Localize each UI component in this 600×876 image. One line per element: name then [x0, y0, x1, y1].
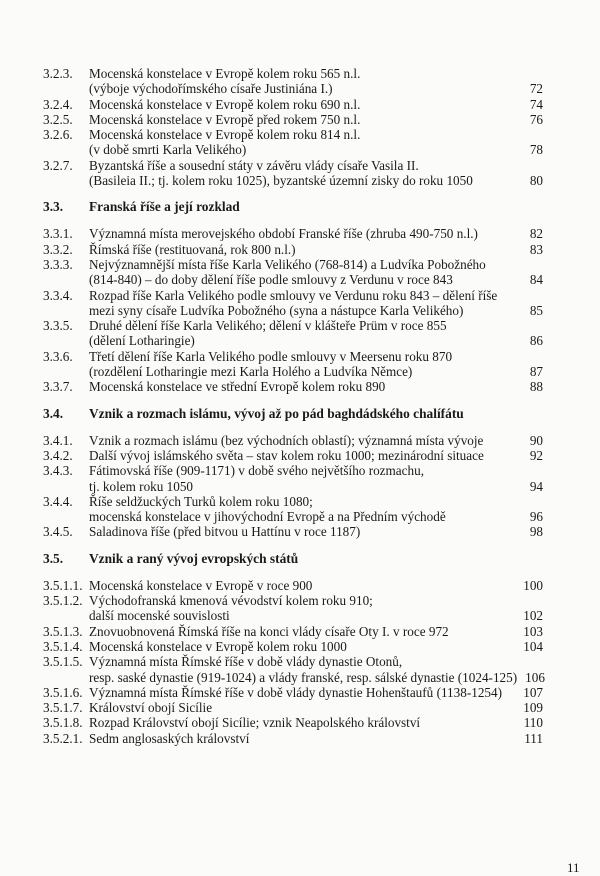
entry-number: 3.3.7. [43, 379, 73, 395]
entry-page-number: 74 [529, 96, 543, 112]
entry-title-line: Východofranská kmenová vévodství kolem roku 910; [89, 593, 373, 609]
entry-title-line: Saladinova říše (před bitvou u Hattínu v roce 1187) [89, 524, 361, 540]
section-title: Vznik a raný vývoj evropských států [89, 550, 299, 566]
section-heading [43, 551, 543, 567]
entry-title-line: Mocenská konstelace ve střední Evropě kolem roku 890 [89, 379, 386, 395]
toc-entry[interactable] [43, 524, 543, 539]
entry-page-number: 104 [523, 638, 543, 654]
toc-entry[interactable] [43, 318, 543, 349]
entry-number: 3.4.5. [43, 524, 73, 540]
entry-page-number: 83 [529, 241, 543, 257]
entry-title-line: mezi syny císaře Ludvíka Pobožného (syna a nástupce Karla Velikého) [89, 302, 464, 318]
entry-page-number: 102 [523, 608, 543, 624]
toc-entry[interactable] [43, 242, 543, 257]
entry-title-line: (814-840) – do doby dělení říše podle smlouvy z Verdunu v roce 843 [89, 272, 453, 288]
entry-page-number: 84 [529, 272, 543, 288]
entry-title-line: Vznik a rozmach islámu (bez východních oblastí); významná místa vývoje [89, 432, 484, 448]
toc-entry[interactable] [43, 112, 543, 127]
entry-number: 3.2.6. [43, 127, 73, 143]
entry-title-line: mocenská konstelace v jihovýchodní Evropě a na Předním východě [89, 509, 446, 525]
toc-entry[interactable] [43, 685, 543, 700]
entry-number: 3.3.1. [43, 226, 73, 242]
entry-number: 3.5.1.1. [43, 577, 83, 593]
entry-title-line: tj. kolem roku 1050 [89, 478, 194, 494]
entry-number: 3.5.1.6. [43, 684, 83, 700]
entry-title-line: Mocenská konstelace v Evropě kolem roku 690 n.l. [89, 96, 361, 112]
entry-number: 3.5.1.5. [43, 654, 83, 670]
toc-entry[interactable] [43, 463, 543, 494]
entry-title-line: Další vývoj islámského světa – stav kolem roku 1000; mezinárodní situace [89, 447, 484, 463]
entry-page-number: 109 [523, 700, 543, 716]
entry-title-line: (výboje východořímského císaře Justiniána I.) [89, 81, 333, 97]
toc-entry[interactable] [43, 494, 543, 525]
entry-title-line: Rozpad říše Karla Velikého podle smlouvy ve Verdunu roku 843 – dělení říše [89, 287, 498, 303]
entry-number: 3.2.4. [43, 96, 73, 112]
entry-page-number: 85 [529, 302, 543, 318]
entry-title-line: Římská říše (restituovaná, rok 800 n.l.) [89, 241, 296, 257]
entry-page-number: 87 [529, 364, 543, 380]
entry-page-number: 78 [529, 142, 543, 158]
entry-page-number: 94 [529, 478, 543, 494]
entry-page-number: 100 [523, 577, 543, 593]
entry-title-line: Významná místa Římské říše v době vlády dynastie Hohenštaufů (1138-1254) [89, 684, 502, 700]
entry-page-number: 72 [529, 81, 543, 97]
entry-number: 3.2.7. [43, 157, 73, 173]
toc-entry[interactable] [43, 700, 543, 715]
toc-entry[interactable] [43, 731, 543, 746]
section-number: 3.3. [43, 199, 64, 215]
toc-entry[interactable] [43, 593, 543, 624]
toc-entry[interactable] [43, 66, 543, 97]
entry-page-number: 80 [529, 173, 543, 189]
entry-title-line: Sedm anglosaských království [89, 730, 250, 746]
entry-page-number: 111 [524, 730, 543, 746]
toc-entry[interactable] [43, 127, 543, 158]
entry-number: 3.4.2. [43, 447, 73, 463]
entry-page-number: 86 [529, 333, 543, 349]
entry-title-line: Mocenská konstelace v Evropě kolem roku 1000 [89, 638, 347, 654]
entry-title-line: Znovuobnovená Římská říše na konci vlády císaře Oty I. v roce 972 [89, 623, 449, 639]
entry-number: 3.5.1.2. [43, 593, 83, 609]
entry-number: 3.3.4. [43, 287, 73, 303]
entry-number: 3.5.2.1. [43, 730, 83, 746]
toc-entry[interactable] [43, 257, 543, 288]
section-title: Vznik a rozmach islámu, vývoj až po pád baghdádského chalífátu [89, 405, 464, 421]
toc-entry[interactable] [43, 639, 543, 654]
entry-title-line: Mocenská konstelace v Evropě před rokem 750 n.l. [89, 111, 361, 127]
entry-page-number: 107 [523, 684, 543, 700]
section-heading [43, 406, 543, 422]
toc-entry[interactable] [43, 97, 543, 112]
entry-title-line: Království obojí Sicílie [89, 700, 213, 716]
entry-title-line: Druhé dělení říše Karla Velikého; dělení v klášteře Prüm v roce 855 [89, 318, 447, 334]
toc-entry[interactable] [43, 158, 543, 189]
entry-page-number: 88 [529, 379, 543, 395]
entry-number: 3.3.2. [43, 241, 73, 257]
section-title: Franská říše a její rozklad [89, 199, 240, 215]
entry-title-line: (v době smrti Karla Velikého) [89, 142, 247, 158]
entry-number: 3.5.1.8. [43, 715, 83, 731]
entry-title-line: Fátimovská říše (909-1171) v době svého největšího rozmachu, [89, 463, 424, 479]
entry-title-line: Mocenská konstelace v Evropě kolem roku 814 n.l. [89, 127, 361, 143]
entry-number: 3.4.3. [43, 463, 73, 479]
entry-number: 3.5.1.7. [43, 700, 83, 716]
entry-page-number: 90 [529, 432, 543, 448]
entry-title-line: Mocenská konstelace v Evropě kolem roku 565 n.l. [89, 66, 361, 81]
entry-title-line: (rozdělení Lotharingie mezi Karla Holého a Ludvíka Němce) [89, 364, 413, 380]
section-number: 3.5. [43, 550, 64, 566]
toc-entry[interactable] [43, 349, 543, 380]
page-number: 11 [567, 860, 580, 875]
entry-page-number: 96 [529, 509, 543, 525]
toc-entry[interactable] [43, 578, 543, 593]
entry-title-line: Nejvýznamnější místa říše Karla Velikého (768-814) a Ludvíka Pobožného [89, 256, 486, 272]
entry-page-number: 92 [529, 447, 543, 463]
entry-title-line: Byzantská říše a sousední státy v závěru vlády císaře Vasila II. [89, 157, 419, 173]
table-of-contents [43, 66, 543, 746]
entry-title-line: další mocenské souvislosti [89, 608, 230, 624]
entry-number: 3.3.6. [43, 348, 73, 364]
entry-page-number: 82 [529, 226, 543, 242]
entry-page-number: 106 [525, 669, 545, 685]
entry-number: 3.4.4. [43, 493, 73, 509]
toc-entry[interactable] [43, 288, 543, 319]
entry-page-number: 103 [523, 623, 543, 639]
entry-page-number: 76 [529, 111, 543, 127]
entry-title-line: (dělení Lotharingie) [89, 333, 195, 349]
toc-entry[interactable] [43, 448, 543, 463]
entry-page-number: 110 [523, 715, 543, 731]
toc-entry[interactable] [43, 433, 543, 448]
entry-number: 3.5.1.4. [43, 638, 83, 654]
toc-entry[interactable] [43, 624, 543, 639]
entry-number: 3.2.5. [43, 111, 73, 127]
entry-title-line: Rozpad Království obojí Sicílie; vznik Neapolského království [89, 715, 421, 731]
entry-title-line: Významná místa Římské říše v době vlády dynastie Otonů, [89, 654, 403, 670]
entry-number: 3.3.3. [43, 256, 73, 272]
entry-title-line: Významná místa merovejského období Franské říše (zhruba 490-750 n.l.) [89, 226, 478, 242]
entry-number: 3.2.3. [43, 66, 73, 81]
entry-title-line: Třetí dělení říše Karla Velikého podle smlouvy v Meersenu roku 870 [89, 348, 453, 364]
entry-page-number: 98 [529, 524, 543, 540]
entry-number: 3.3.5. [43, 318, 73, 334]
entry-title-line: Říše seldžuckých Turků kolem roku 1080; [89, 493, 313, 509]
entry-title-line: resp. saské dynastie (919-1024) a vlády franské, resp. sálské dynastie (1024-125) [89, 669, 518, 685]
section-heading [43, 199, 543, 215]
entry-number: 3.4.1. [43, 432, 73, 448]
toc-entry[interactable] [43, 226, 543, 241]
entry-number: 3.5.1.3. [43, 623, 83, 639]
toc-entry[interactable] [43, 715, 543, 730]
entry-title-line: (Basileia II.; tj. kolem roku 1025), byzantské územní zisky do roku 1050 [89, 173, 473, 189]
toc-entry[interactable] [43, 379, 543, 394]
entry-title-line: Mocenská konstelace v Evropě v roce 900 [89, 577, 313, 593]
toc-entry[interactable] [43, 654, 543, 685]
section-number: 3.4. [43, 405, 64, 421]
